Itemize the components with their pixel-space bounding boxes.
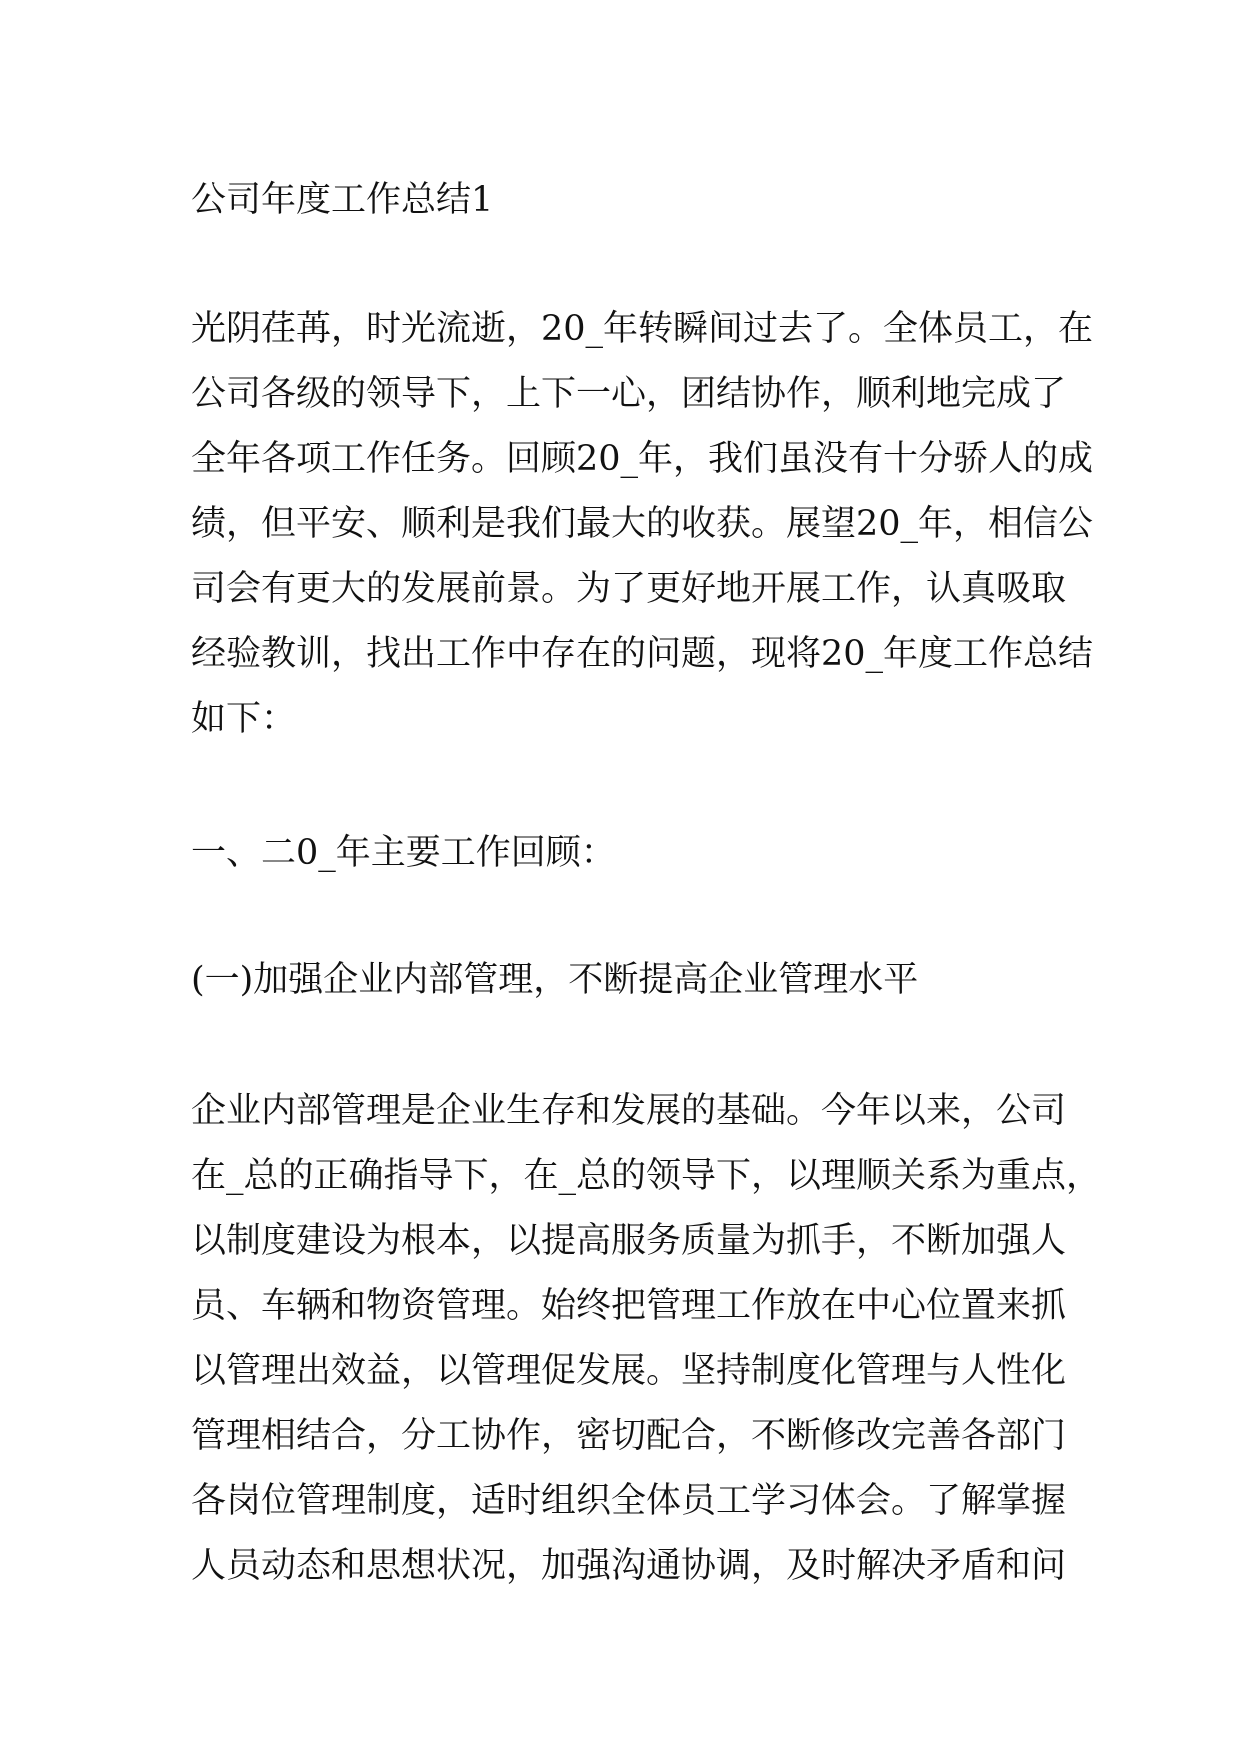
intro-line-4: 绩，但平安、顺利是我们最大的收获。展望20_年，相信公 bbox=[191, 504, 1094, 544]
subsection-heading: (一)加强企业内部管理，不断提高企业管理水平 bbox=[191, 960, 919, 1000]
intro-line-1: 光阴荏苒，时光流逝，20_年转瞬间过去了。全体员工，在 bbox=[191, 309, 1094, 349]
body-line-2: 在_总的正确指导下，在_总的领导下，以理顺关系为重点， bbox=[191, 1156, 1102, 1196]
intro-line-6: 经验教训，找出工作中存在的问题，现将20_年度工作总结 bbox=[191, 634, 1094, 674]
body-line-8: 人员动态和思想状况，加强沟通协调，及时解决矛盾和问 bbox=[191, 1546, 1067, 1586]
body-line-7: 各岗位管理制度，适时组织全体员工学习体会。了解掌握 bbox=[191, 1481, 1067, 1521]
body-line-5: 以管理出效益，以管理促发展。坚持制度化管理与人性化 bbox=[191, 1351, 1067, 1391]
body-line-3: 以制度建设为根本，以提高服务质量为抓手，不断加强人 bbox=[191, 1221, 1067, 1261]
intro-line-3: 全年各项工作任务。回顾20_年，我们虽没有十分骄人的成 bbox=[191, 439, 1094, 479]
body-line-4: 员、车辆和物资管理。始终把管理工作放在中心位置来抓 bbox=[191, 1286, 1067, 1326]
body-line-1: 企业内部管理是企业生存和发展的基础。今年以来，公司 bbox=[191, 1091, 1067, 1131]
intro-line-2: 公司各级的领导下，上下一心，团结协作，顺利地完成了 bbox=[191, 374, 1067, 414]
body-line-6: 管理相结合，分工协作，密切配合，不断修改完善各部门 bbox=[191, 1416, 1067, 1456]
document-title: 公司年度工作总结1 bbox=[191, 180, 494, 220]
section-heading: 一、二0_年主要工作回顾： bbox=[191, 833, 616, 873]
intro-line-5: 司会有更大的发展前景。为了更好地开展工作，认真吸取 bbox=[191, 569, 1067, 609]
intro-line-7: 如下： bbox=[191, 699, 297, 739]
